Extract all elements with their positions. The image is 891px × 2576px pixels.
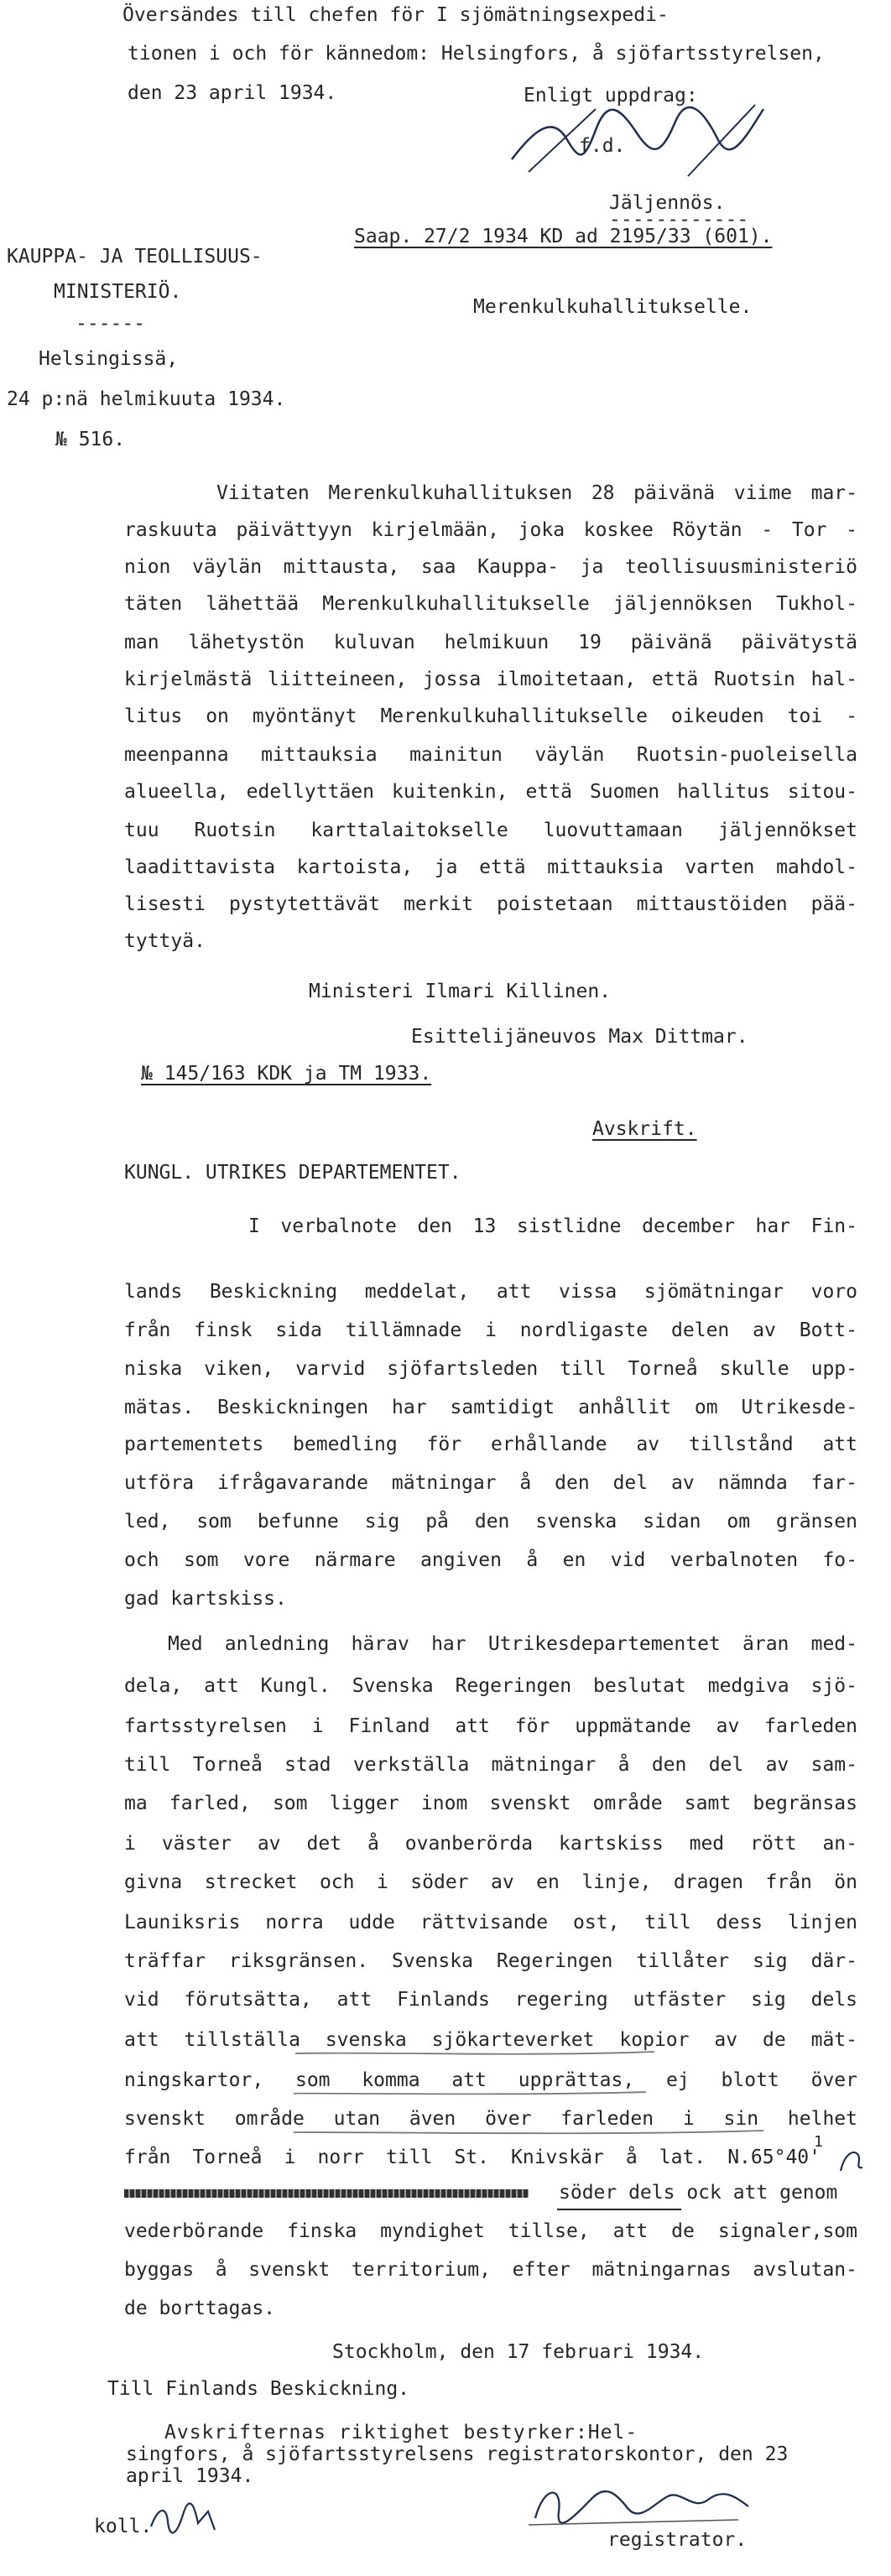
finnish-line-4: täten lähettää Merenkulkuhallitukselle jäljennöksen Tukhol-	[124, 593, 857, 615]
handwritten-insert	[836, 2144, 869, 2178]
swedish-line-28: de borttagas.	[124, 2298, 276, 2319]
swedish-line-3: från finsk sida tillämnade i nordligaste delen av Bott-	[124, 1319, 857, 1341]
finnish-line-12: lisesti pystytettävät merkit poistetaan mittaustöiden pää-	[124, 893, 857, 915]
finnish-line-9: alueella, edellyttäen kuitenkin, että Suomen hallitus sitou-	[124, 781, 857, 803]
koll-initials	[148, 2496, 223, 2543]
finnish-line-3: nion väylän mittausta, saa Kauppa- ja teollisuusministeriö	[124, 556, 857, 578]
registrator-label: registrator.	[607, 2529, 748, 2551]
swedish-line-23: svenskt område utan även över farleden i sin helhet	[124, 2108, 857, 2130]
reference-line: Saap. 27/2 1934 KD ad 2195/33 (601).	[354, 226, 773, 247]
ministry-number: № 516.	[55, 429, 126, 450]
avskrift-mark: Avskrift.	[592, 1118, 697, 1140]
finnish-line-5: man lähetystön kuluvan helmikuun 19 päivänä päivätystä	[124, 632, 857, 653]
filing-reference: № 145/163 KDK ja TM 1933.	[141, 1063, 432, 1085]
swedish-line-22: ningskartor, som komma att upprättas, ej blott över	[124, 2069, 857, 2091]
koll-label: koll.	[94, 2516, 153, 2537]
finnish-line-1: Viitaten Merenkulkuhallituksen 28 päivänä viime mar-	[216, 482, 857, 504]
copy-mark: Jäljennös.	[609, 192, 726, 214]
swedish-line-2: lands Beskickning meddelat, att vissa sjömätningar voro	[124, 1281, 857, 1303]
swedish-line-25: söder dels ock att genom	[559, 2182, 838, 2204]
swedish-line-6: partementets bemedling för erhållande av tillstånd att	[124, 1434, 857, 1455]
recipient: Merenkulkuhallitukselle.	[473, 296, 753, 318]
ministry-name-1: KAUPPA- JA TEOLLISUUS-	[7, 246, 263, 268]
struck-out-line	[124, 2189, 529, 2198]
swedish-line-16: i väster av det å ovanberörda kartskiss med rött an-	[124, 1833, 857, 1855]
minister-line: Ministeri Ilmari Killinen.	[309, 981, 612, 1002]
swedish-line-9: och som vore närmare angiven å en vid verbalnoten fo-	[124, 1549, 857, 1571]
swedish-line-15: ma farled, som ligger inom svenskt område samt begränsas	[124, 1793, 857, 1814]
swedish-line-13: fartsstyrelsen i Finland att för uppmätande av farleden	[124, 1715, 857, 1737]
dels-ock-underline	[557, 2206, 683, 2214]
swedish-line-18: Launiksris norra udde rättvisande ost, till dess linjen	[124, 1912, 857, 1933]
forwarding-line-2: tionen i och för kännedom: Helsingfors, å sjöfartsstyrelsen,	[128, 43, 825, 65]
swedish-line-19: träffar riksgränsen. Svenska Regeringen tillåter sig där-	[124, 1950, 857, 1972]
swedish-line-11: Med anledning härav har Utrikesdepartementet äran med-	[168, 1633, 857, 1655]
copy-mark-rule: ------------	[609, 209, 749, 231]
swedish-line-4: niska viken, varvid sjöfartsleden till Torneå skulle upp-	[124, 1358, 857, 1380]
certification-line-1: Avskrifternas riktighet bestyrker:Hel-	[164, 2422, 638, 2443]
pencil-underline	[294, 2047, 864, 2164]
swedish-line-27: byggas å svenskt territorium, efter mätningarnas avslutan-	[124, 2259, 857, 2281]
fd-abbrev: f.d.	[579, 135, 626, 157]
swedish-line-14: till Torneå stad verkställa mätningar å den del av sam-	[124, 1754, 857, 1776]
ministry-name-2: MINISTERIÖ.	[54, 281, 182, 303]
certification-line-3: april 1934.	[126, 2465, 254, 2487]
swedish-line-24: från Torneå i norr till St. Knivskär å lat. N.65°40'	[124, 2147, 821, 2168]
finnish-line-10: tuu Ruotsin karttalaitokselle luovuttamaan jäljennökset	[124, 820, 857, 841]
ministry-place: Helsingissä,	[39, 348, 179, 370]
insert-mark: 1	[814, 2133, 823, 2151]
swedish-heading: KUNGL. UTRIKES DEPARTEMENTET.	[124, 1162, 461, 1184]
swedish-line-20: vid förutsätta, att Finlands regering utfäster sig dels	[124, 1989, 857, 2011]
enligt-uppdrag: Enligt uppdrag:	[524, 85, 698, 107]
certification-line-2: singfors, å sjöfartsstyrelsens registratorskontor, den 23	[126, 2443, 789, 2465]
registrar-signature	[529, 2478, 780, 2528]
swedish-line-17: givna strecket och i söder av en linje, dragen från ön	[124, 1871, 857, 1893]
finnish-line-2: raskuuta päivättyyn kirjelmään, joka koskee Röytän - Tor -	[124, 519, 857, 541]
swedish-line-26: vederbörande finska myndighet tillse, att de signaler,som	[124, 2220, 857, 2242]
finnish-line-7: litus on myöntänyt Merenkulkuhallitukselle oikeuden toi -	[124, 705, 857, 727]
swedish-line-10: gad kartskiss.	[124, 1588, 287, 1610]
addressee: Till Finlands Beskickning.	[107, 2378, 410, 2400]
swedish-line-8: led, som befunne sig på den svenska sidan om gränsen	[124, 1511, 857, 1533]
swedish-line-21: att tillställa svenska sjökarteverket kopior av de mät-	[124, 2029, 857, 2051]
forwarding-line-1: Översändes till chefen för I sjömätningsexpedi-	[122, 4, 669, 26]
finnish-line-6: kirjelmästä liitteineen, jossa ilmoitetaan, että Ruotsin hal-	[124, 669, 857, 690]
swedish-line-12: dela, att Kungl. Svenska Regeringen beslutat medgiva sjö-	[124, 1675, 857, 1697]
stockholm-date: Stockholm, den 17 februari 1934.	[332, 2341, 705, 2363]
finnish-line-11: laadittavista kartoista, ja että mittauksia varten mahdol-	[124, 856, 857, 878]
finnish-line-13: tyttyä.	[124, 930, 206, 952]
finnish-line-8: meenpanna mittauksia mainitun väylän Ruotsin-puoleisella	[124, 744, 857, 766]
forwarding-line-3: den 23 april 1934.	[128, 82, 337, 104]
swedish-line-5: mätas. Beskickningen har samtidigt anhållit om Utrikesde-	[124, 1397, 857, 1418]
presenter-line: Esittelijäneuvos Max Dittmar.	[411, 1026, 748, 1048]
swedish-line-7: utföra ifrågavarande mätningar å den del av nämnda far-	[124, 1472, 857, 1494]
ministry-date: 24 p:nä helmikuuta 1934.	[7, 388, 286, 410]
top-signature	[503, 92, 780, 185]
swedish-line-1: I verbalnote den 13 sistlidne december har Fin-	[248, 1215, 857, 1237]
ministry-separator: ------	[76, 313, 146, 335]
